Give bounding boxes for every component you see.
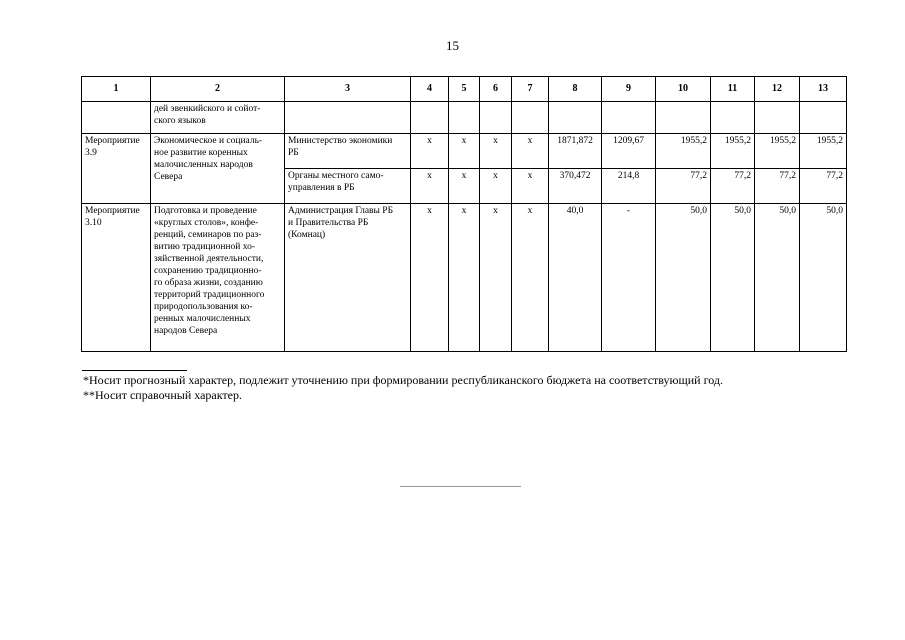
value-cell: х (512, 204, 549, 352)
value-cell: х (512, 134, 549, 169)
footnote-reference: **Носит справочный характер. (83, 388, 242, 402)
header-cell: 1 (82, 77, 151, 102)
header-cell: 5 (449, 77, 480, 102)
value-cell: 1955,2 (755, 134, 800, 169)
value-cell: х (512, 169, 549, 204)
executor-name: Органы местного само- управления в РБ (285, 169, 411, 204)
page-number: 15 (446, 38, 459, 53)
header-cell: 3 (285, 77, 411, 102)
value-cell: 1871,872 (549, 134, 602, 169)
header-cell: 10 (656, 77, 711, 102)
value-cell: 50,0 (755, 204, 800, 352)
footnote-forecast: *Носит прогнозный характер, подлежит уточнению при формировании республиканского бюджета на соответствующий год. (83, 373, 723, 387)
value-cell: 77,2 (711, 169, 755, 204)
measure-id: Мероприятие 3.9 (82, 134, 151, 204)
value-cell: 1955,2 (656, 134, 711, 169)
value-cell: 77,2 (800, 169, 847, 204)
value-cell: 370,472 (549, 169, 602, 204)
end-separator (400, 486, 521, 487)
value-cell: х (449, 169, 480, 204)
table-row (82, 204, 847, 352)
value-cell: 214,8 (602, 169, 656, 204)
header-cell: 11 (711, 77, 755, 102)
value-cell: 40,0 (549, 204, 602, 352)
value-cell: х (480, 204, 512, 352)
header-cell: 6 (480, 77, 512, 102)
header-cell: 7 (512, 77, 549, 102)
value-cell: 1955,2 (800, 134, 847, 169)
value-cell: х (449, 134, 480, 169)
executor-name: Министерство экономики РБ (285, 134, 411, 169)
header-cell: 12 (755, 77, 800, 102)
header-cell: 9 (602, 77, 656, 102)
value-cell: х (480, 134, 512, 169)
header-cell: 8 (549, 77, 602, 102)
value-cell: х (411, 204, 449, 352)
value-cell: 77,2 (755, 169, 800, 204)
value-cell: х (411, 134, 449, 169)
value-cell: 50,0 (711, 204, 755, 352)
footnote-separator (82, 370, 187, 371)
table-row (82, 134, 847, 169)
value-cell: 77,2 (656, 169, 711, 204)
measure-description: Подготовка и проведение «круглых столов», конфе- ренций, семинаров по раз- витию традиционной хо- зяйственной деятельности, сохранению традиционно- го образа жизни, созданию территорий традиционного природопользования ко- ренных малочисленных народов Севера (151, 204, 285, 352)
value-cell: х (411, 169, 449, 204)
table-header-row (82, 77, 847, 102)
header-cell: 13 (800, 77, 847, 102)
value-cell: х (480, 169, 512, 204)
measure-id: Мероприятие 3.10 (82, 204, 151, 352)
value-cell: - (602, 204, 656, 352)
executor-name: Администрация Главы РБ и Правительства РБ (Комнац) (285, 204, 411, 352)
measure-description: Экономическое и социаль- ное развитие коренных малочисленных народов Севера (151, 134, 285, 204)
value-cell: 50,0 (656, 204, 711, 352)
header-cell: 2 (151, 77, 285, 102)
footnotes (83, 373, 723, 403)
header-cell: 4 (411, 77, 449, 102)
value-cell: 1209,67 (602, 134, 656, 169)
value-cell: 50,0 (800, 204, 847, 352)
value-cell: 1955,2 (711, 134, 755, 169)
budget-table (81, 76, 847, 352)
value-cell: х (449, 204, 480, 352)
continuation-text: дей эвенкийского и сойот- ского языков (151, 102, 285, 134)
table-row-continuation (82, 102, 847, 134)
